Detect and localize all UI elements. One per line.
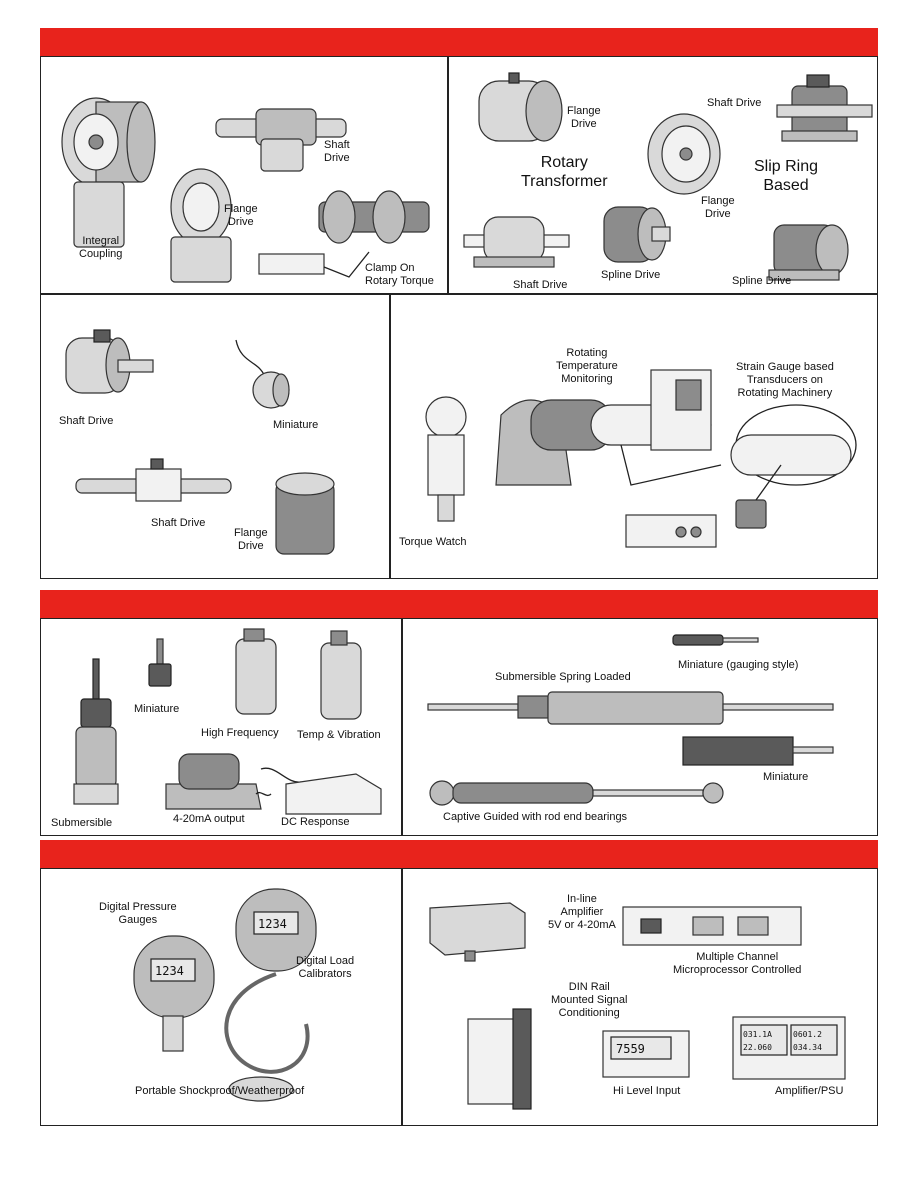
p3-shaft-drive-illustration: [56, 330, 156, 400]
label-high-frequency: High Frequency: [201, 727, 279, 739]
label-portable-shockproof: Portable Shockproof/Weatherproof: [135, 1085, 305, 1097]
inline-amplifier-illustration: [425, 893, 535, 963]
temp-vib-accel-illustration: [311, 631, 371, 726]
label-inline-amplifier: In-line Amplifier 5V or 4-20mA: [548, 893, 616, 931]
panel-digital-gauges: [40, 868, 402, 1126]
pressure-gauge-display: 1234: [155, 964, 184, 978]
rotary-transformer-flange-illustration: [469, 71, 569, 151]
strain-gauge-illustration: [726, 405, 866, 535]
label-slip-ring-shaft-drive: Shaft Drive: [707, 97, 762, 109]
junction-box-illustration: [646, 365, 716, 455]
label-slip-ring-spline-drive: Spline Drive: [732, 275, 792, 287]
slip-ring-flange-illustration: [644, 109, 724, 199]
submersible-spring-illustration: [428, 684, 848, 734]
label-slip-ring-based: Slip Ring Based: [754, 158, 819, 194]
p3-shaft-drive-b-illustration: [76, 455, 236, 515]
hi-level-meter-illustration: [603, 1031, 693, 1081]
label-p6-miniature: Miniature: [763, 771, 809, 783]
shaft-drive-illustration: [216, 97, 356, 177]
p3-flange-drive-illustration: [271, 470, 341, 560]
p3-miniature-illustration: [231, 335, 301, 410]
amp-display-b: 0601.2: [793, 1030, 822, 1039]
panel-rotary-transformer: [448, 56, 878, 294]
amplifier-psu-illustration: [733, 1017, 848, 1082]
panel-signal-conditioning: [402, 868, 878, 1126]
label-clamp-on-rotary-torque: Clamp On Rotary Torque: [365, 262, 434, 287]
label-rt-spline-drive: Spline Drive: [601, 269, 661, 281]
rt-shaft-drive-illustration: [464, 205, 574, 275]
label-hi-level-input: Hi Level Input: [613, 1085, 681, 1097]
label-submersible: Submersible: [51, 817, 113, 829]
label-p3-shaft-drive-b: Shaft Drive: [151, 517, 206, 529]
submersible-accel-illustration: [66, 659, 126, 814]
label-shaft-drive: Shaft Drive: [324, 139, 350, 164]
label-temp-vibration: Temp & Vibration: [297, 729, 381, 741]
label-p3-miniature: Miniature: [273, 419, 319, 431]
label-p5-miniature: Miniature: [134, 703, 180, 715]
amp-display-c: 22.060: [743, 1043, 772, 1052]
load-calibrator-illustration: [206, 884, 326, 1114]
label-slip-ring-flange-drive: Flange Drive: [701, 195, 735, 220]
label-rt-shaft-drive: Shaft Drive: [513, 279, 568, 291]
dc-response-accel-illustration: [256, 764, 386, 819]
label-digital-load-calibrators: Digital Load Calibrators: [296, 955, 355, 980]
panel-rotating-machinery: [390, 294, 878, 579]
label-rt-flange-drive: Flange Drive: [567, 105, 601, 130]
instrumentation-section-header-band: [40, 840, 878, 868]
label-flange-drive: Flange Drive: [224, 203, 258, 228]
panel-rotary-shaft: [40, 294, 390, 579]
label-p3-shaft-drive: Shaft Drive: [59, 415, 114, 427]
miniature-accel-illustration: [141, 639, 181, 694]
label-rotating-temperature: Rotating Temperature Monitoring: [556, 347, 618, 385]
multi-channel-rack-illustration: [623, 907, 803, 947]
hi-level-display: 7559: [616, 1042, 645, 1056]
amp-display-a: 031.1A: [743, 1030, 772, 1039]
label-torque-watch: Torque Watch: [399, 536, 467, 548]
panel-accelerometers: [40, 618, 402, 836]
label-integral-coupling: Integral Coupling: [79, 235, 123, 260]
p6-miniature-illustration: [683, 735, 833, 770]
label-4-20ma-output: 4-20mA output: [173, 813, 245, 825]
label-miniature-gauging: Miniature (gauging style): [678, 659, 799, 671]
accel-section-header-band: [40, 590, 878, 618]
label-submersible-spring-loaded: Submersible Spring Loaded: [495, 671, 631, 683]
torque-watch-illustration: [416, 395, 476, 525]
mini-gauging-illustration: [673, 631, 763, 651]
label-dc-response: DC Response: [281, 816, 350, 828]
high-freq-accel-illustration: [226, 629, 286, 724]
label-amplifier-psu: Amplifier/PSU: [775, 1085, 844, 1097]
label-strain-gauge-transducers: Strain Gauge based Transducers on Rotating Machinery: [736, 361, 834, 399]
label-p3-flange-drive: Flange Drive: [234, 527, 268, 552]
ma-output-accel-illustration: [161, 749, 271, 814]
slip-ring-shaft-illustration: [777, 71, 877, 151]
label-digital-pressure-gauges: Digital Pressure Gauges: [99, 901, 177, 926]
panel-rotary-integral: [40, 56, 448, 294]
captive-guided-illustration: [428, 779, 728, 809]
din-rail-module-illustration: [468, 1009, 538, 1109]
rotary-section-header-band: [40, 28, 878, 56]
label-captive-guided: Captive Guided with rod end bearings: [443, 811, 628, 823]
label-rotary-transformer: Rotary Transformer: [521, 154, 608, 190]
load-calibrator-display: 1234: [258, 917, 287, 931]
signal-box-illustration: [621, 510, 731, 560]
rt-spline-drive-illustration: [594, 197, 674, 267]
panel-displacement: [402, 618, 878, 836]
label-multiple-channel: Multiple Channel Microprocessor Controlled: [673, 951, 802, 976]
label-din-rail: DIN Rail Mounted Signal Conditioning: [551, 981, 628, 1019]
amp-display-d: 034.34: [793, 1043, 822, 1052]
